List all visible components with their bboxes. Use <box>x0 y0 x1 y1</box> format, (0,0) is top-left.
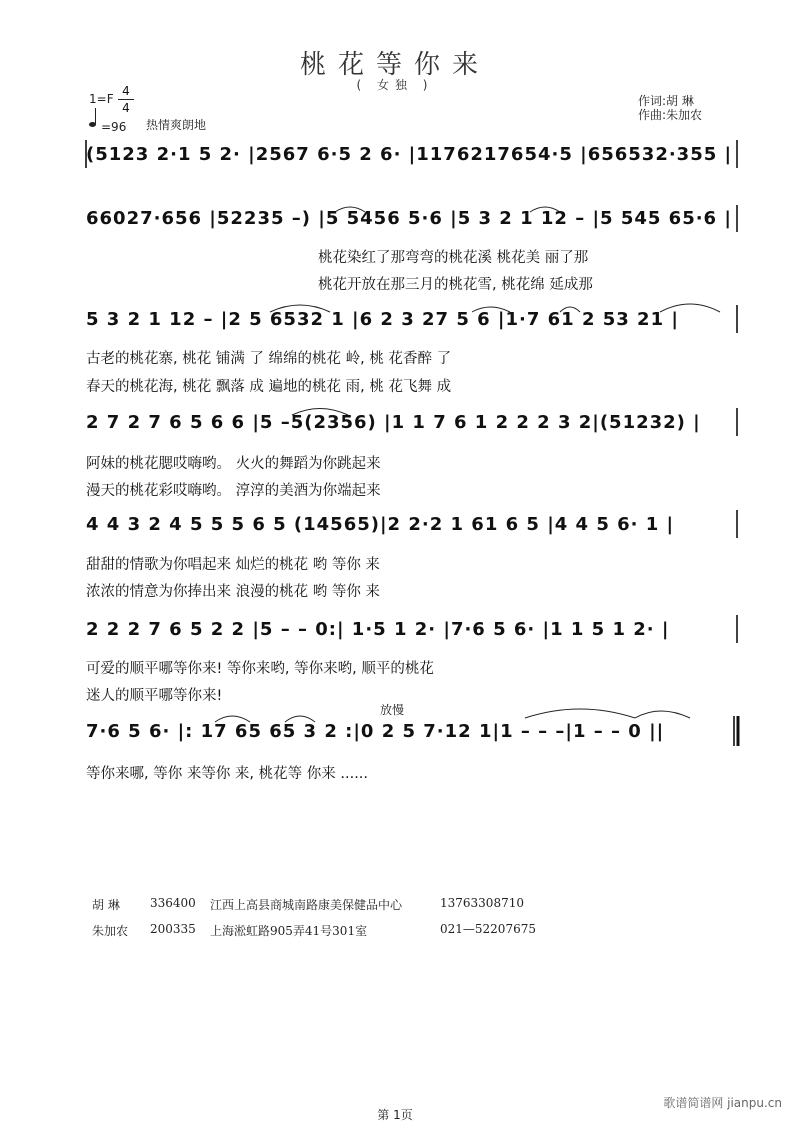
tempo-marking: =96 <box>101 120 127 134</box>
song-title: 桃花等你来 <box>299 50 490 80</box>
lyric-row-6-verse-1: 可爱的顺平哪等你来! 等你来哟, 等你来哟, 顺平的桃花 <box>86 661 434 677</box>
lyric-row-3-verse-1: 古老的桃花寨, 桃花 铺满 了 绵绵的桃花 岭, 桃 花香醉 了 <box>86 351 452 367</box>
contact-name: 胡 琳 <box>92 898 120 912</box>
contact-address: 江西上高县商城南路康美保健品中心 <box>210 898 403 912</box>
composer-credit: 作曲:朱加农 <box>638 108 703 122</box>
key-signature: 1=F <box>89 92 114 106</box>
notation-row-4: 2 7 2 7 6 5 6 6 |5 –5(2356) |1 1 7 6 1 2 2 2 3 2|(51232) | <box>86 412 701 433</box>
notation-row-2: 66027·656 |52235 –) |5 5456 5·6 |5 3 2 1 12 – |5 545 65·6 | <box>86 208 732 229</box>
song-subtitle: ( 女独 ) <box>356 78 434 92</box>
site-watermark: 歌谱简谱网 jianpu.cn <box>663 1096 782 1110</box>
lyric-row-6-verse-2: 迷人的顺平哪等你来! <box>86 688 223 704</box>
contact-phone: 021—52207675 <box>440 922 536 936</box>
lyric-row-4-verse-2: 漫天的桃花彩哎嗨哟。 淳淳的美酒为你端起来 <box>86 483 381 499</box>
contact-address: 上海淞虹路905弄41号301室 <box>210 924 368 938</box>
time-signature-top: 4 <box>122 84 130 98</box>
notation-row-1: (5123 2·1 5 2· |2567 6·5 2 6· |1176217654·5 |656532·355 | <box>86 144 733 165</box>
contact-phone: 13763308710 <box>440 896 524 910</box>
notation-row-3: 5 3 2 1 12 – |2 5 6532 1 |6 2 3 27 5 6 |1·7 61 2 53 21 | <box>86 309 679 330</box>
contact-name: 朱加农 <box>92 924 129 938</box>
lyric-row-3-verse-2: 春天的桃花海, 桃花 飘落 成 遍地的桃花 雨, 桃 花飞舞 成 <box>86 379 452 395</box>
page-number: 第 1页 <box>377 1108 413 1122</box>
notation-row-5: 4 4 3 2 4 5 5 5 6 5 (14565)|2 2·2 1 61 6 5 |4 4 5 6· 1 | <box>86 514 675 535</box>
contact-zip: 200335 <box>150 922 196 936</box>
time-signature-bottom: 4 <box>122 101 130 115</box>
ritardando-marking: 放慢 <box>380 703 405 717</box>
notation-row-7: 7·6 5 6· |: 17 65 65 3 2 :|0 2 5 7·12 1|1 – – –|1 – – 0 || <box>86 721 665 742</box>
lyric-row-7-verse-1: 等你来哪, 等你 来等你 来, 桃花等 你来 ...... <box>86 766 369 782</box>
lyric-row-2-verse-1: 桃花染红了那弯弯的桃花溪 桃花美 丽了那 <box>318 250 589 266</box>
lyric-row-2-verse-2: 桃花开放在那三月的桃花雪, 桃花绵 延成那 <box>318 277 593 293</box>
lyricist-credit: 作词:胡 琳 <box>638 94 694 108</box>
contact-zip: 336400 <box>150 896 196 910</box>
notation-row-6: 2 2 2 7 6 5 2 2 |5 – – 0:| 1·5 1 2· |7·6 5 6· |1 1 5 1 2· | <box>86 619 670 640</box>
lyric-row-4-verse-1: 阿妹的桃花腮哎嗨哟。 火火的舞蹈为你跳起来 <box>86 456 381 472</box>
lyric-row-5-verse-2: 浓浓的情意为你捧出来 浪漫的桃花 哟 等你 来 <box>86 584 380 600</box>
lyric-row-5-verse-1: 甜甜的情歌为你唱起来 灿烂的桃花 哟 等你 来 <box>86 557 380 573</box>
expression-marking: 热情爽朗地 <box>146 118 207 132</box>
